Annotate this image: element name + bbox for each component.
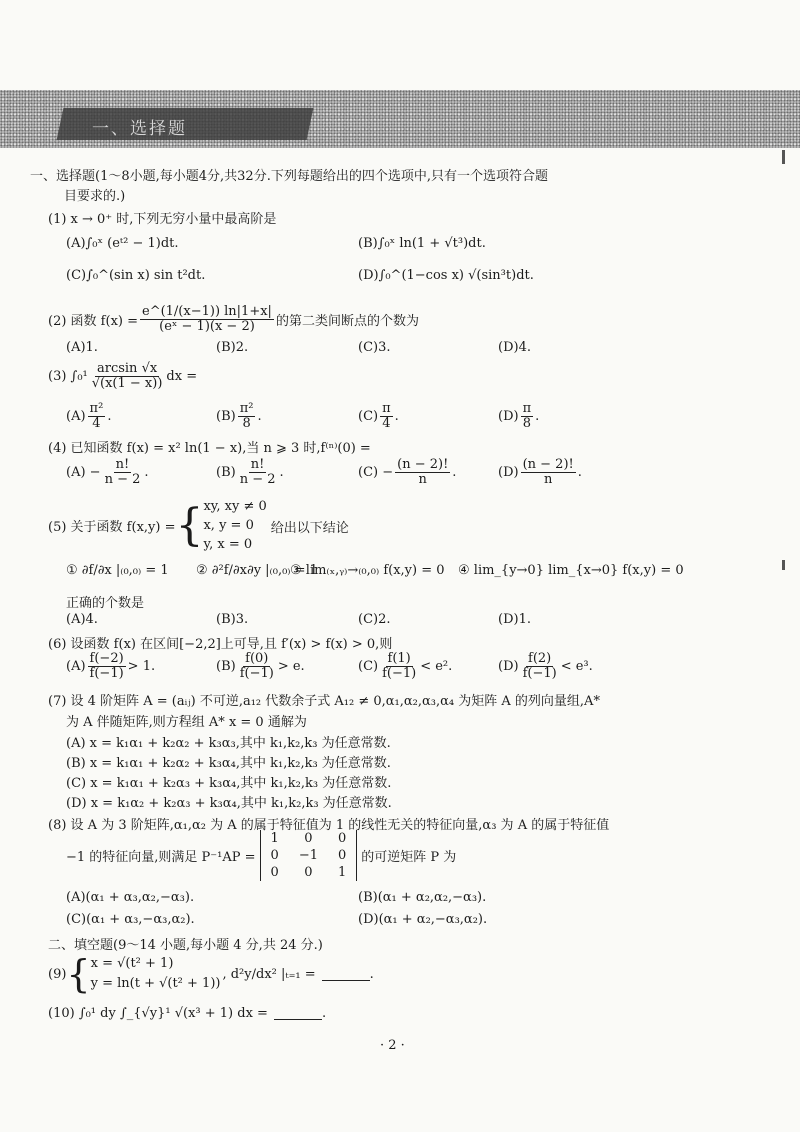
q6-a-tail: > 1. [127,659,156,674]
q9-stem [48,952,374,996]
margin-mark [782,150,785,164]
q3-stem [48,362,197,391]
q7-option-d: (D) x = k₁α₂ + k₂α₃ + k₃α₄,其中 k₁,k₂,k₃ 为任意常数. [66,796,392,811]
q4-a-num: n! [115,457,130,472]
q5-stem [48,497,349,554]
q8-stem-part-a: −1 的特征向量,则满足 P⁻¹AP = [66,850,256,865]
q9-eq-1: x = √(t² + 1) [90,956,174,971]
q3-c-den: 4 [382,416,391,431]
q2-fraction [140,305,274,334]
q4-a-label: (A) − [66,465,101,480]
q7-stem-line-2: 为 A 伴随矩阵,则方程组 A* x = 0 通解为 [66,715,307,730]
q9-answer-blank[interactable] [322,968,370,981]
matrix-cell: 0 [270,848,279,863]
q4-b-num: n! [250,457,265,472]
q8-option-c: (C)(α₁ + α₃,−α₃,α₂). [66,912,195,927]
q6-c-label: (C) [358,659,379,674]
q6-b-fraction [238,652,276,681]
q4-option-c: (C) − $\frac{(n - 2)!}{n}$ . [358,457,457,487]
q5-correct-count: 正确的个数是 [66,596,145,611]
q6-d-den: f(−1) [522,666,557,681]
matrix-row [260,864,357,881]
q3-a-den: 4 [92,416,101,431]
q3-option-b-fraction [238,402,256,431]
q4-option-d: (D) $\frac{(n - 2)!}{n}$ . [498,457,582,487]
matrix-cell: −1 [298,848,318,863]
q6-c-den: f(−1) [382,666,417,681]
q3-b-den: 8 [242,416,251,431]
q5-claim-1: ① ∂f/∂x |₍₀,₀₎ = 1 [66,563,169,578]
margin-mark [782,560,785,570]
q1-option-c: (C)∫₀^(sin x) sin t²dt. [66,268,206,283]
matrix-cell: 0 [338,831,347,846]
q5-claim-2: ② ∂²f/∂x∂y |₍₀,₀₎ = 1 [196,563,318,578]
q1-option-a: (A)∫₀ˣ (eᵗ² − 1)dt. [66,236,179,251]
q5-label: (5) 关于函数 f(x,y) = [48,520,176,535]
q10-period: . [321,1006,327,1021]
q5-brace: { [175,499,204,551]
q3-c-num: π [382,401,391,416]
q3-option-d-fraction [521,402,534,431]
q2-stem [48,305,419,334]
matrix-row [260,830,357,847]
matrix-cell: 0 [270,865,279,880]
q3-option-c: (C) $\frac{\pi}{4}$ . [358,401,399,431]
q5-case-3: y, x = 0 [203,537,253,552]
q6-option-b [216,652,305,681]
q4-b-fraction [238,458,278,487]
q6-a-label: (A) [66,659,86,674]
q3-option-a: (A) $\frac{\text{π²}}{4}$ . [66,401,112,431]
q7-option-b: (B) x = k₁α₁ + k₂α₂ + k₃α₄,其中 k₁,k₂,k₃ 为任意常数. [66,756,391,771]
q4-option-b: (B) $\frac{n!}{n - 2}$ . [216,457,284,487]
q8-option-a: (A)(α₁ + α₃,α₂,−α₃). [66,890,195,905]
q8-option-d: (D)(α₁ + α₂,−α₃,α₂). [358,912,488,927]
q5-claim-3: ③ lim₍ₓ,ᵧ₎→₍₀,₀₎ f(x,y) = 0 [290,563,445,578]
q3-tail: dx = [166,369,198,384]
q4-c-fraction [395,458,450,487]
q3-option-a-fraction [88,402,106,431]
q3-fraction [90,362,165,391]
q6-c-fraction [380,652,418,681]
q3-d-den: 8 [522,416,531,431]
q2-label: (2) 函数 f(x) = [48,314,138,329]
q4-option-a: (A) − $\frac{n!}{n - 2}$ . [66,457,149,487]
q6-c-num: f(1) [387,651,411,666]
q6-a-fraction [88,652,126,681]
matrix-cell: 0 [304,865,313,880]
instruction-line-2: 目要求的.) [64,189,126,204]
q6-d-num: f(2) [528,651,552,666]
matrix-row [260,847,357,864]
q3-option-b: (B) $\frac{\text{π²}}{8}$ . [216,401,262,431]
q2-option-a: (A)1. [66,340,98,355]
q4-d-fraction [521,458,576,487]
q5-cases [203,497,266,554]
q6-b-label: (B) [216,659,236,674]
matrix-cell: 1 [270,831,279,846]
q4-d-den: n [543,472,553,487]
q8-option-b: (B)(α₁ + α₂,α₂,−α₃). [358,890,487,905]
q6-a-den: f(−1) [89,666,124,681]
q5-option-c: (C)2. [358,612,391,627]
page-number: · 2 · [380,1038,405,1053]
q9-label: (9) [48,966,67,982]
section2-title: 二、填空题(9～14 小题,每小题 4 分,共 24 分.) [48,938,323,953]
q4-c-label: (C) − [358,465,394,480]
q6-option-a [66,652,155,681]
q3-denominator: √(x(1 − x)) [91,376,163,391]
q4-b-label: (B) [216,465,236,480]
q3-option-d-label: (D) [498,409,519,424]
q4-a-den: n − 2 [104,472,141,487]
q3-option-d: (D) $\frac{\pi}{8}$ . [498,401,540,431]
q6-b-tail: > e. [277,659,305,674]
q6-option-c [358,652,452,681]
q10-stem [48,1006,326,1021]
q7-stem-line-1: (7) 设 4 阶矩阵 A = (aᵢⱼ) 不可逆,a₁₂ 代数余子式 A₁₂ ≠ 0,α₁,α₂,α₃,α₄ 为矩阵 A 的列向量组,A* [48,694,600,709]
q7-option-a: (A) x = k₁α₁ + k₂α₂ + k₃α₃,其中 k₁,k₂,k₃ 为任意常数. [66,736,391,751]
q2-tail: 的第二类间断点的个数为 [275,314,419,329]
q1-option-b: (B)∫₀ˣ ln(1 + √t³)dt. [358,236,486,251]
q4-c-num: (n − 2)! [397,457,449,472]
q8-stem-line-1: (8) 设 A 为 3 阶矩阵,α₁,α₂ 为 A 的属于特征值为 1 的线性无关的特征向量,α₃ 为 A 的属于特征值 [48,818,610,833]
q3-b-num: π² [239,401,254,416]
q1-stem: (1) x → 0⁺ 时,下列无穷小量中最高阶是 [48,212,277,227]
q2-option-b: (B)2. [216,340,249,355]
q3-option-a-label: (A) [66,409,86,424]
q6-stem: (6) 设函数 f(x) 在区间[−2,2]上可导,且 f′(x) > f(x) > 0,则 [48,637,393,652]
q4-c-den: n [418,472,427,487]
q4-d-num: (n − 2)! [522,457,574,472]
q3-a-num: π² [89,401,104,416]
q2-option-c: (C)3. [358,340,391,355]
q8-stem-line-2 [66,830,456,881]
q3-option-b-label: (B) [216,409,236,424]
q6-a-num: f(−2) [89,651,124,666]
q4-d-label: (D) [498,465,519,480]
instruction-line-1: 一、选择题(1～8小题,每小题4分,共32分.下列每题给出的四个选项中,只有一个选项符合题 [30,169,548,184]
q9-period: . [369,966,374,982]
q6-d-tail: < e³. [560,659,593,674]
q10-answer-blank[interactable] [274,1007,322,1020]
q9-eq-2: y = ln(t + √(t² + 1)) [90,976,221,991]
q5-claim-4: ④ lim_{y→0} lim_{x→0} f(x,y) = 0 [458,563,684,578]
q4-stem: (4) 已知函数 f(x) = x² ln(1 − x),当 n ⩾ 3 时,f⁽ⁿ⁾(0) = [48,441,371,456]
q3-option-c-fraction [380,402,393,431]
q5-case-1: xy, xy ≠ 0 [203,499,267,514]
q6-c-tail: < e². [420,659,453,674]
q9-system [91,954,221,994]
q2-numerator: e^(1/(x−1)) ln|1+x| [142,304,272,319]
q4-a-fraction [103,458,143,487]
q5-tail: 给出以下结论 [270,521,349,536]
matrix-cell: 1 [338,865,347,880]
q6-b-den: f(−1) [239,666,274,681]
q9-brace: { [66,952,91,996]
q7-option-c: (C) x = k₁α₁ + k₂α₃ + k₃α₄,其中 k₁,k₂,k₃ 为任意常数. [66,776,392,791]
q6-d-label: (D) [498,659,519,674]
matrix-cell: 0 [304,831,313,846]
q5-option-a: (A)4. [66,612,98,627]
q6-d-fraction [521,652,559,681]
q10-text: (10) ∫₀¹ dy ∫_{√y}¹ √(x³ + 1) dx = [48,1006,268,1021]
section-header-title: 一、选择题 [92,119,187,139]
q2-denominator: (eˣ − 1)(x − 2) [159,319,255,334]
matrix-cell: 0 [338,848,347,863]
q3-option-c-label: (C) [358,409,379,424]
q1-option-d: (D)∫₀^(1−cos x) √(sin³t)dt. [358,268,534,283]
q3-d-num: π [522,401,532,416]
q6-option-d [498,652,593,681]
q6-b-num: f(0) [245,651,269,666]
q5-option-d: (D)1. [498,612,531,627]
q3-label: (3) ∫₀¹ [48,369,88,384]
q9-tail: , d²y/dx² |ₜ₌₁ = [222,966,316,982]
q4-b-den: n − 2 [239,472,276,487]
q5-option-b: (B)3. [216,612,249,627]
q2-option-d: (D)4. [498,340,531,355]
q8-stem-part-b: 的可逆矩阵 P 为 [361,850,457,865]
q5-case-2: x, y = 0 [203,518,254,533]
q8-matrix [260,830,358,881]
q3-numerator: arcsin √x [96,361,158,376]
